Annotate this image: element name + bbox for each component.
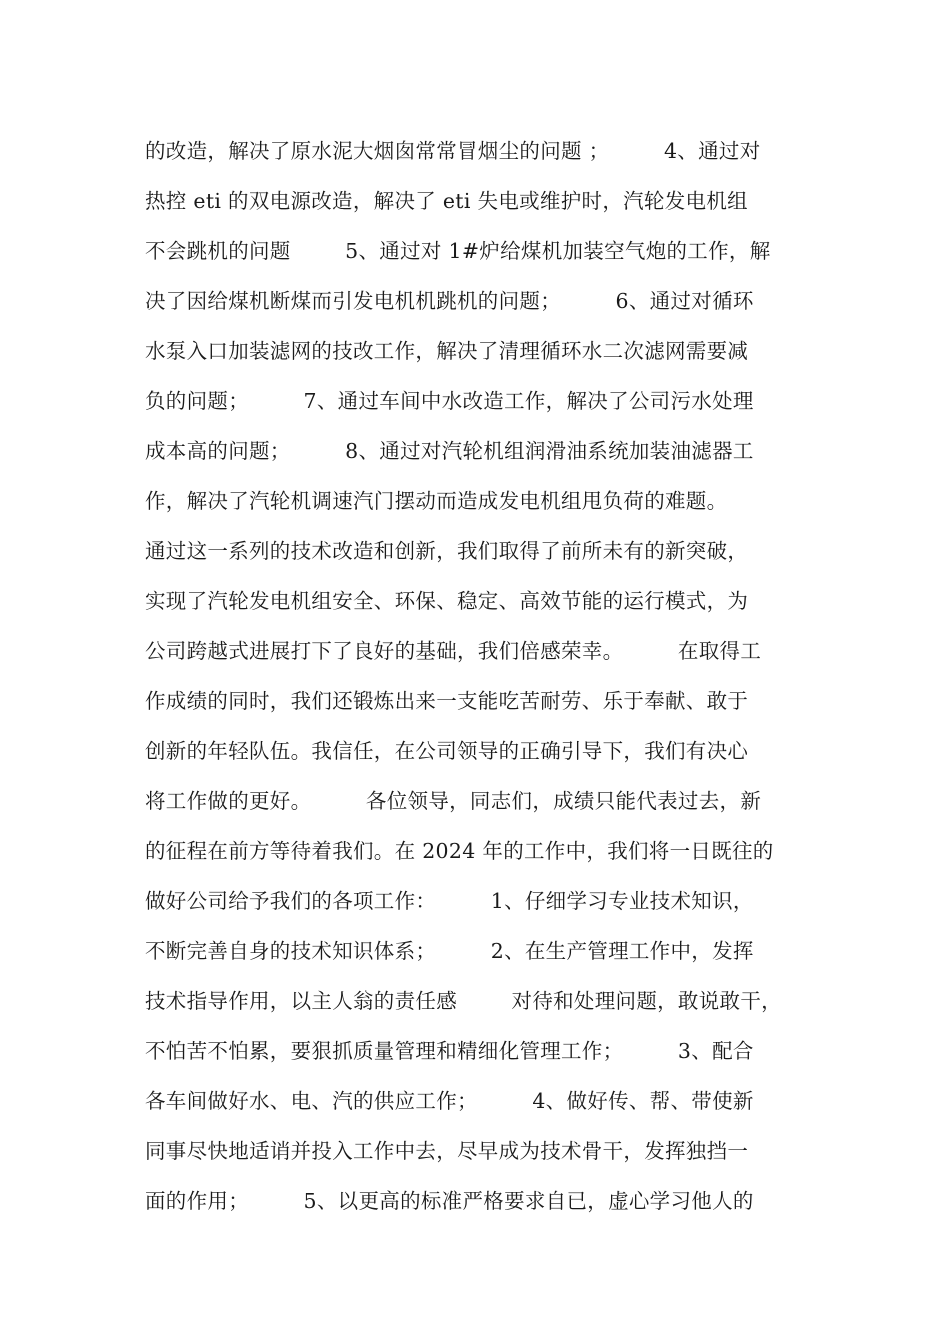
- text-line: 成本高的问题； 8、通过对汽轮机组润滑油系统加装油滤器工: [145, 439, 754, 463]
- text-line: 不断完善自身的技术知识体系； 2、在生产管理工作中，发挥: [145, 939, 754, 963]
- text-line: 不怕苦不怕累，要狠抓质量管理和精细化管理工作； 3、配合: [145, 1039, 754, 1063]
- text-line: 决了因给煤机断煤而引发电机机跳机的问题； 6、通过对循环: [145, 289, 754, 313]
- text-line: 公司跨越式进展打下了良好的基础，我们倍感荣幸。 在取得工: [145, 639, 762, 663]
- text-line: 作成绩的同时，我们还锻炼出来一支能吃苦耐劳、乐于奉献、敢于: [145, 689, 749, 713]
- text-line: 热控 eti 的双电源改造，解决了 eti 失电或维护时，汽轮发电机组: [145, 189, 748, 213]
- text-line: 做好公司给予我们的各项工作： 1、仔细学习专业技术知识，: [145, 889, 754, 913]
- text-line: 创新的年轻队伍。我信任，在公司领导的正确引导下，我们有决心: [145, 739, 749, 763]
- text-line: 同事尽快地适诮并投入工作中去，尽早成为技术骨干，发挥独挡一: [145, 1139, 749, 1163]
- text-line: 各车间做好水、电、汽的供应工作； 4、做好传、帮、带使新: [145, 1089, 754, 1113]
- text-line: 作，解决了汽轮机调速汽门摆动而造成发电机组甩负荷的难题。: [145, 489, 728, 513]
- text-line: 负的问题； 7、通过车间中水改造工作，解决了公司污水处理: [145, 389, 754, 413]
- text-line: 技术指导作用，以主人翁的责任感 对待和处理问题，敢说敢干，: [145, 989, 782, 1013]
- text-line: 通过这一系列的技术改造和创新，我们取得了前所未有的新突破，: [145, 539, 749, 563]
- text-line: 水泵入口加装滤网的技改工作，解决了清理循环水二次滤网需要减: [145, 339, 749, 363]
- text-line: 的改造，解决了原水泥大烟囱常常冒烟尘的问题 ； 4、通过对: [145, 139, 761, 163]
- document-body: [145, 132, 825, 1232]
- text-line: 面的作用； 5、以更高的标准严格要求自已，虚心学习他人的: [145, 1189, 754, 1213]
- text-line: 不会跳机的问题 5、通过对 1#炉给煤机加装空气炮的工作，解: [145, 239, 771, 263]
- text-line: 的征程在前方等待着我们。在 2024 年的工作中，我们将一日既往的: [145, 839, 774, 863]
- text-line: 实现了汽轮发电机组安全、环保、稳定、高效节能的运行模式，为: [145, 589, 749, 613]
- text-line: 将工作做的更好。 各位领导，同志们，成绩只能代表过去，新: [145, 789, 762, 813]
